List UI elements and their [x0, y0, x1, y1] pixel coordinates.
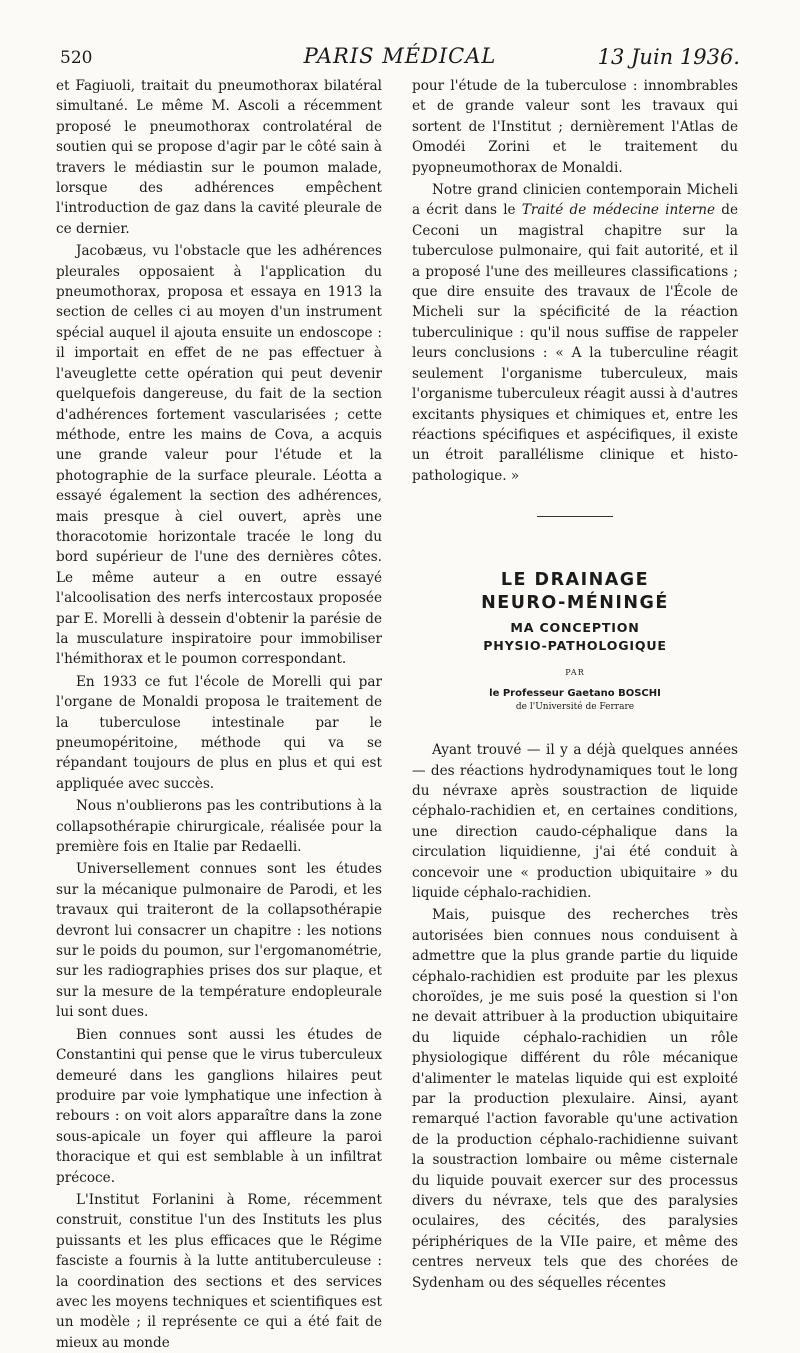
article-title: NEURO-MÉNINGÉ [481, 593, 669, 614]
book-title: Traité de médecine interne [521, 202, 716, 219]
paragraph: Universellement connues sont les études sur la mécanique pulmonaire de Parodi, et les travaux qui traiteront de la collapsothérapie devront lui consacrer un chapitre : les notions sur le poids du poumon, sur l'ergomanométrie, sur les radiographies prises dos sur plaque, et sur la mesure de la température endopleurale lui sont dues. [56, 861, 382, 1021]
article-title: LE DRAINAGE [500, 570, 650, 591]
paragraph: pour l'étude de la tuberculose : innombrables et de grande valeur sont les travaux qui sortent de l'Institut ; dernièrement l'Atlas de Omodéi Zorini et le traitement du pyopneumothorax de Monaldi. [412, 78, 738, 176]
page-number: 520 [60, 48, 93, 68]
author-name: le Professeur Gaetano BOSCHI [489, 688, 661, 700]
left-column [56, 76, 382, 1353]
journal-title: PARIS MÉDICAL [303, 44, 497, 68]
by-line: PAR [565, 668, 585, 678]
paragraph: En 1933 ce fut l'école de Morelli qui par l'organe de Monaldi proposa le traitement de la tuberculose intestinale par le pneumopéritoine, méthode qui va se répandant toujours de plus en plus et qui est appliquée avec succès. [56, 673, 382, 792]
paragraph: Ayant trouvé — il y a déjà quelques années — des réactions hydrodynamiques tout le long du névraxe après soustraction de liquide céphalo-rachidien et, en certaines conditions, une direction caudo-céphalique dans la circulation liquidienne, j'ai été conduit à concevoir une « production ubiquitaire » du liquide céphalo-rachidien. [412, 742, 738, 901]
paragraph: Mais, puisque des recherches très autorisées bien connues nous conduisent à admettre que la plus grande partie du liquide céphalo-rachidien est produite par les plexus choroïdes, je me suis posé la question si l'on ne devait attribuer à la production ubiquitaire du liquide céphalo-rachidien un rôle physiologique différent du rôle mécanique d'alimenter le matelas liquide qui est exploité par la production plexulaire. Ainsi, ayant remarqué l'action favorable qu'une activation de la production céphalo-rachidienne suivant la soustraction lombaire ou même cisternale du liquide pouvait exercer sur des processus divers du névraxe, tels que des paralysies oculaires, des cécités, des paralysies périphériques de la VIIe paire, et même des centres nerveux tels que des chorées de Sydenham ou des séquelles récentes [412, 907, 738, 1291]
right-column [412, 76, 738, 1293]
article-subtitle: MA CONCEPTION [510, 620, 640, 636]
paragraph-text: Notre grand clinicien contemporain Micheli a écrit dans le [412, 182, 738, 219]
author-affiliation: de l'Université de Ferrare [515, 702, 635, 713]
article-heading [412, 569, 738, 714]
paragraph: et Fagiuoli, traitait du pneumothorax bilatéral simultané. Le même M. Ascoli a récemment proposé le pneumothorax controlatéral de soutien qui se propose d'agir par le côté sain à travers le médiastin sur le poumon malade, lorsque des adhérences empêchent l'introduction de gaz dans la cavité pleurale de ce dernier. [56, 78, 382, 237]
section-divider [537, 516, 613, 517]
paragraph: L'Institut Forlanini à Rome, récemment construit, constitue l'un des Instituts les plus puissants et les plus efficaces que le Régime fasciste a fournis à la lutte antituberculeuse : la coordination des sections et des services avec les moyens techniques et scientifiques est un modèle ; il représente ce qui a été fait de mieux au monde [56, 1191, 382, 1351]
paragraph-text: de Ceconi un magistral chapitre sur la tuberculose pulmonaire, qui fait autorité, et il a proposé l'une des meilleures classifications ; que dire ensuite des travaux de l'École de Micheli sur la spécificité de la réaction tuberculinique : qu'il nous suffise de rappeler leurs conclusions : « A la tuberculine réagit seulement l'organisme tuberculeux, mais l'organisme tuberculeux réagit aussi à d'autres excitants physiques et chimiques et, entre les réactions spécifiques et aspécifiques, il existe un étroit parallélisme clinique et histo-pathologique. » [412, 202, 738, 484]
running-head [60, 44, 740, 74]
article-subtitle: PHYSIO-PATHOLOGIQUE [483, 638, 667, 654]
paragraph: Bien connues sont aussi les études de Constantini qui pense que le virus tuberculeux demeuré dans les ganglions hilaires peut produire par voie lymphatique une infection à rebours : on voit alors apparaître dans la zone sous-apicale un foyer qui affleure la paroi thoracique et qui est semblable à un infiltrat précoce. [56, 1026, 382, 1186]
paragraph: Jacobæus, vu l'obstacle que les adhérences pleurales opposaient à l'application du pneumothorax, proposa et essaya en 1913 la section de celles ci au moyen d'un instrument spécial auquel il ajouta ensuite un endoscope : il importait en effet de ne pas effectuer à l'aveuglette cette opération qui peut devenir quelquefois dangereuse, du fait de la section d'adhérences fortement vascularisées ; cette méthode, entre les mains de Cova, a acquis une grande valeur pour l'étude et la photographie de la surface pleurale. Léotta a essayé également la section des adhérences, mais presque à ciel ouvert, après une thoracotomie horizontale tracée le long du bord supérieur de l'une des dernières côtes. Le même auteur a en outre essayé l'alcoolisation des nerfs intercostaux proposée par E. Morelli à dessein d'obtenir la parésie de la musculature inspiratoire pour immobiliser l'hémithorax et le poumon correspondant. [56, 243, 382, 668]
paragraph: Nous n'oublierons pas les contributions à la collapsothérapie chirurgicale, réalisée pour la première fois en Italie par Redaelli. [56, 798, 382, 856]
micheli-paragraph [412, 180, 738, 486]
issue-date: 13 Juin 1936. [597, 45, 740, 69]
